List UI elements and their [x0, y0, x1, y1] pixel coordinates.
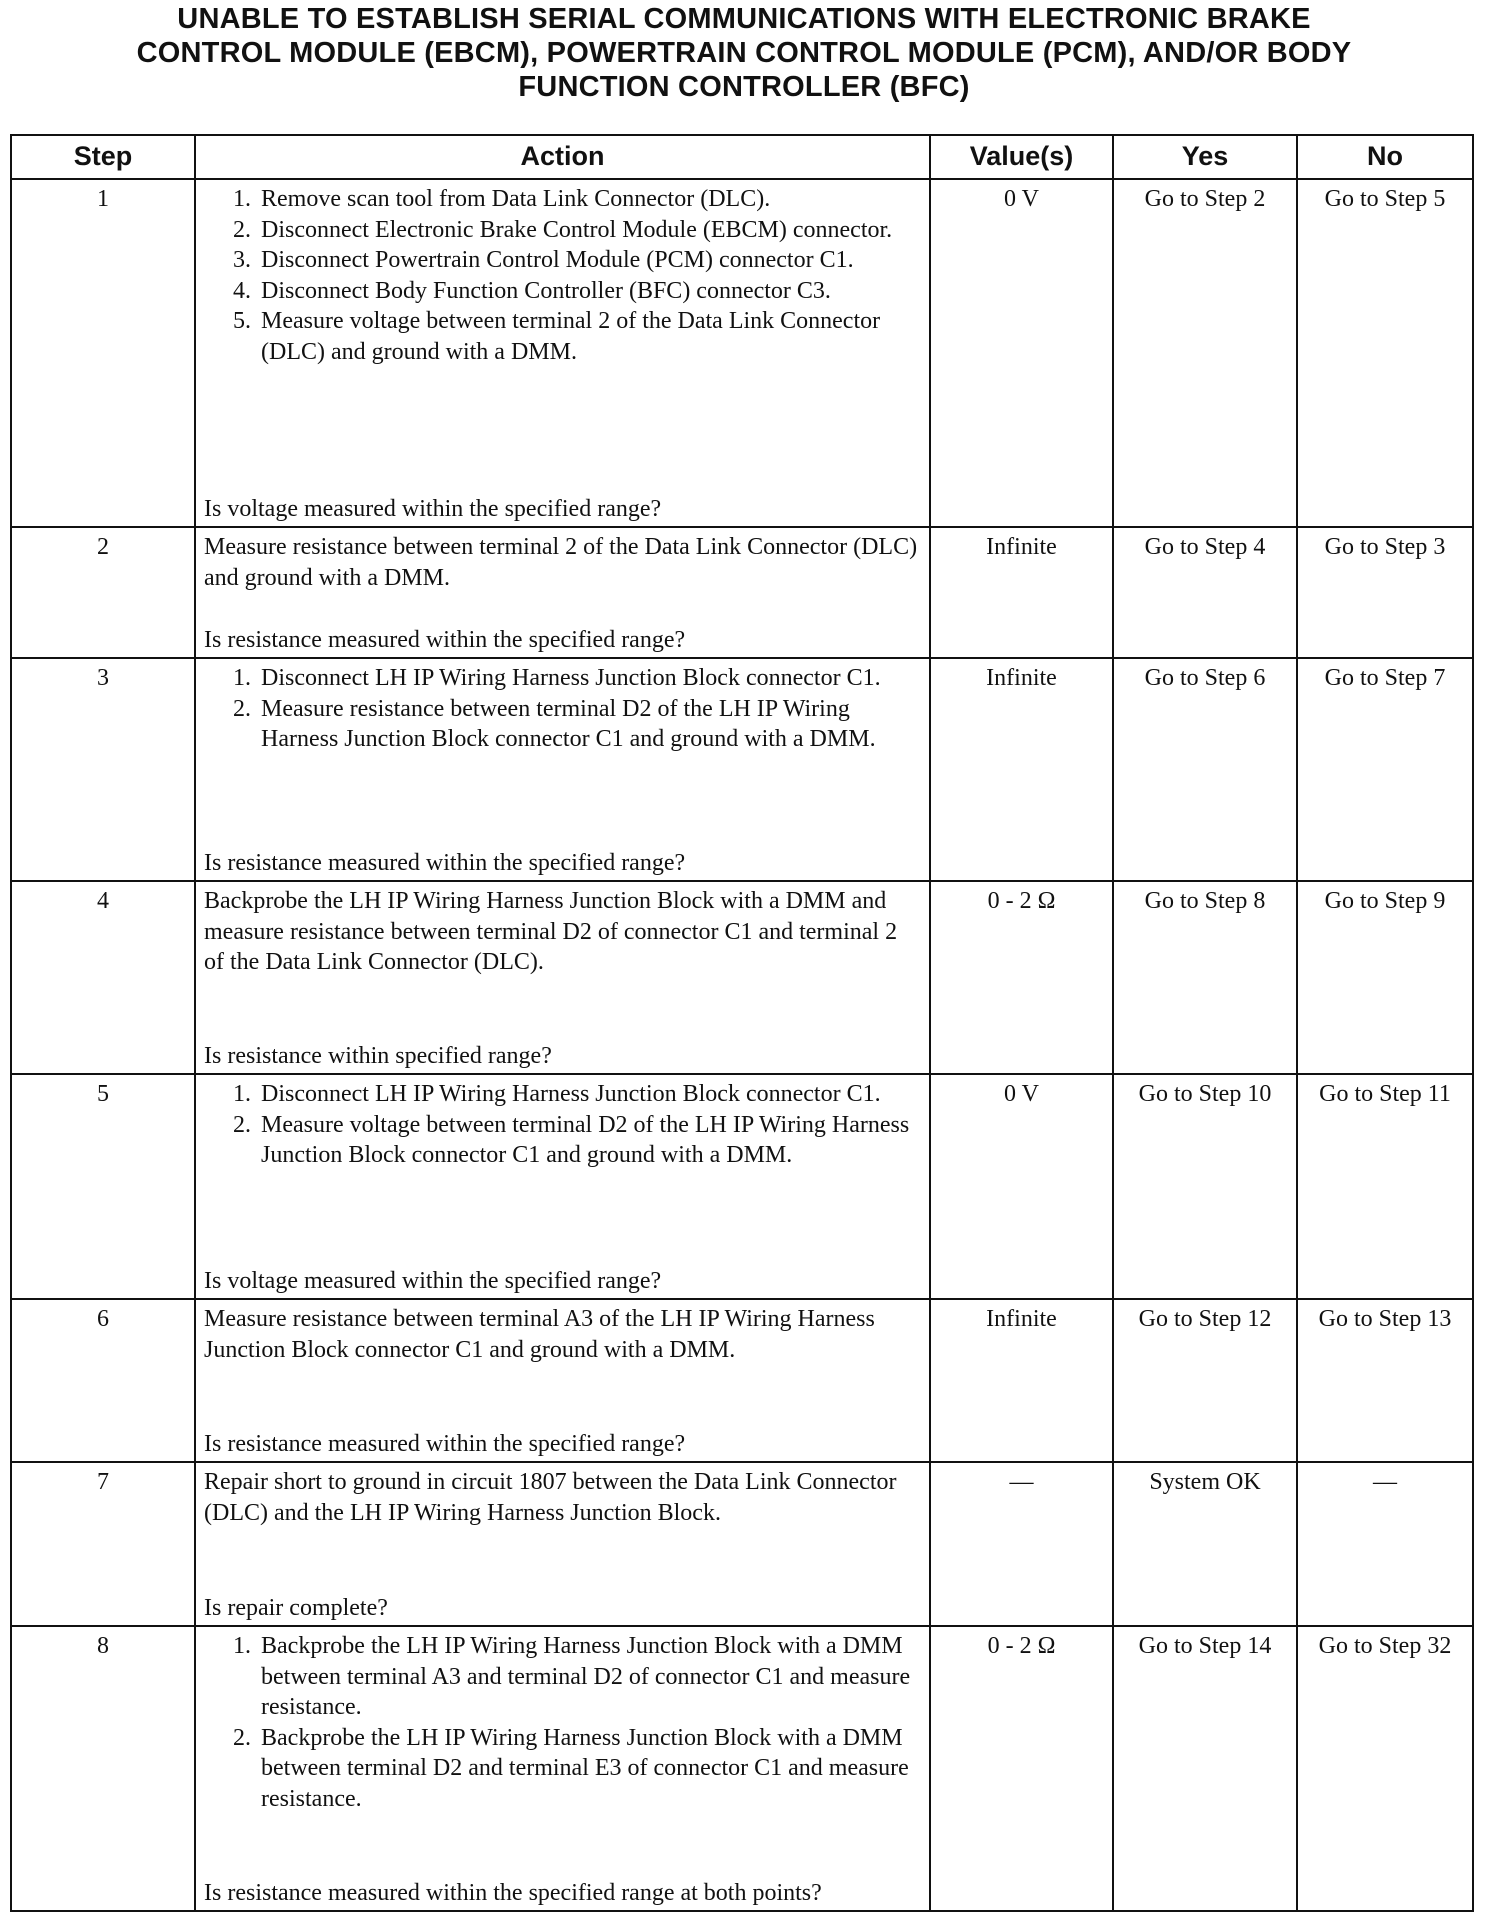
value-cell: —: [929, 1463, 1112, 1625]
yes-cell: Go to Step 12: [1112, 1300, 1296, 1461]
table-row: [12, 657, 1472, 880]
action-instructions: [204, 663, 921, 755]
action-cell: [194, 1300, 929, 1461]
title-line: CONTROL MODULE (EBCM), POWERTRAIN CONTROL MODULE (PCM), AND/OR BODY: [136, 37, 1352, 69]
action-step: 2. Measure resistance between terminal D2 of the LH IP Wiring Harness Junction Block connector C1 and ground with a DMM.: [257, 694, 921, 755]
action-question: Is resistance measured within the specified range?: [204, 849, 686, 876]
table-header: [12, 136, 1472, 178]
action-step: 1. Disconnect LH IP Wiring Harness Junction Block connector C1.: [257, 663, 921, 694]
action-question: Is voltage measured within the specified range?: [204, 495, 662, 522]
step-cell: 2: [97, 534, 109, 560]
yes-cell: Go to Step 14: [1112, 1627, 1296, 1910]
page-title: [0, 2, 1488, 104]
value-cell: Infinite: [929, 528, 1112, 657]
no-cell: Go to Step 32: [1296, 1627, 1472, 1910]
table-row: [12, 880, 1472, 1073]
action-steps: [204, 1631, 921, 1814]
action-question: Is resistance measured within the specified range at both points?: [204, 1879, 822, 1906]
yes-cell: System OK: [1112, 1463, 1296, 1625]
action-question: Is voltage measured within the specified range?: [204, 1267, 662, 1294]
no-cell: Go to Step 9: [1296, 882, 1472, 1073]
step-cell: 4: [97, 888, 109, 914]
action-cell: [194, 180, 929, 526]
action-steps: [204, 184, 921, 367]
value-cell: 0 - 2 Ω: [929, 882, 1112, 1073]
action-steps: [204, 1079, 921, 1171]
action-step: 1. Remove scan tool from Data Link Connector (DLC).: [257, 184, 921, 215]
action-question: Is repair complete?: [204, 1594, 388, 1621]
action-cell: [194, 528, 929, 657]
step-cell: 3: [97, 665, 109, 691]
no-cell: Go to Step 5: [1296, 180, 1472, 526]
table-row: [12, 1461, 1472, 1625]
header-yes: Yes: [1112, 136, 1296, 178]
no-cell: —: [1296, 1463, 1472, 1625]
header-action: Action: [194, 136, 929, 178]
action-steps: [204, 663, 921, 755]
action-instructions: Repair short to ground in circuit 1807 between the Data Link Connector (DLC) and the LH IP Wiring Harness Junction Block.: [204, 1469, 897, 1526]
step-cell: 5: [97, 1081, 109, 1107]
action-step: 1. Backprobe the LH IP Wiring Harness Junction Block with a DMM between terminal A3 and terminal D2 of connector C1 and measure resistance.: [257, 1631, 921, 1723]
step-cell: 1: [97, 186, 109, 212]
value-cell: Infinite: [929, 659, 1112, 880]
action-instructions: [204, 1079, 921, 1171]
action-instructions: [204, 1631, 921, 1814]
yes-cell: Go to Step 10: [1112, 1075, 1296, 1298]
header-values: Value(s): [929, 136, 1112, 178]
step-cell: 8: [97, 1633, 109, 1659]
action-step: 3. Disconnect Powertrain Control Module (PCM) connector C1.: [257, 245, 921, 276]
yes-cell: Go to Step 8: [1112, 882, 1296, 1073]
action-step: 2. Disconnect Electronic Brake Control Module (EBCM) connector.: [257, 215, 921, 246]
value-cell: 0 V: [929, 180, 1112, 526]
action-step: 2. Backprobe the LH IP Wiring Harness Junction Block with a DMM between terminal D2 and terminal E3 of connector C1 and measure resistance.: [257, 1723, 921, 1815]
action-cell: [194, 1627, 929, 1910]
no-cell: Go to Step 3: [1296, 528, 1472, 657]
table-row: [12, 526, 1472, 657]
value-cell: 0 - 2 Ω: [929, 1627, 1112, 1910]
step-cell: 7: [97, 1469, 109, 1495]
action-instructions: Measure resistance between terminal A3 of the LH IP Wiring Harness Junction Block connector C1 and ground with a DMM.: [204, 1306, 875, 1363]
yes-cell: Go to Step 2: [1112, 180, 1296, 526]
action-question: Is resistance measured within the specified range?: [204, 1430, 686, 1457]
table-row: [12, 1298, 1472, 1461]
action-step: 4. Disconnect Body Function Controller (BFC) connector C3.: [257, 276, 921, 307]
action-step: 2. Measure voltage between terminal D2 of the LH IP Wiring Harness Junction Block connector C1 and ground with a DMM.: [257, 1110, 921, 1171]
no-cell: Go to Step 7: [1296, 659, 1472, 880]
header-no: No: [1296, 136, 1472, 178]
action-cell: [194, 1075, 929, 1298]
action-instructions: [204, 184, 921, 367]
action-cell: [194, 659, 929, 880]
title-line: UNABLE TO ESTABLISH SERIAL COMMUNICATIONS WITH ELECTRONIC BRAKE: [177, 3, 1311, 35]
value-cell: Infinite: [929, 1300, 1112, 1461]
title-line: FUNCTION CONTROLLER (BFC): [518, 71, 970, 103]
no-cell: Go to Step 13: [1296, 1300, 1472, 1461]
no-cell: Go to Step 11: [1296, 1075, 1472, 1298]
yes-cell: Go to Step 6: [1112, 659, 1296, 880]
table-row: [12, 1073, 1472, 1298]
action-instructions: Measure resistance between terminal 2 of the Data Link Connector (DLC) and ground with a DMM.: [204, 534, 918, 591]
table-row: [12, 178, 1472, 526]
diagnostic-table: [10, 134, 1474, 1912]
header-step: Step: [73, 141, 133, 171]
action-cell: [194, 1463, 929, 1625]
step-cell: 6: [97, 1306, 109, 1332]
table-row: [12, 1625, 1472, 1910]
action-instructions: Backprobe the LH IP Wiring Harness Junction Block with a DMM and measure resistance between terminal D2 of connector C1 and terminal 2 of the Data Link Connector (DLC).: [204, 888, 898, 975]
action-step: 5. Measure voltage between terminal 2 of the Data Link Connector (DLC) and ground with a DMM.: [257, 306, 921, 367]
action-question: Is resistance measured within the specified range?: [204, 626, 686, 653]
action-cell: [194, 882, 929, 1073]
action-question: Is resistance within specified range?: [204, 1042, 552, 1069]
action-step: 1. Disconnect LH IP Wiring Harness Junction Block connector C1.: [257, 1079, 921, 1110]
yes-cell: Go to Step 4: [1112, 528, 1296, 657]
value-cell: 0 V: [929, 1075, 1112, 1298]
